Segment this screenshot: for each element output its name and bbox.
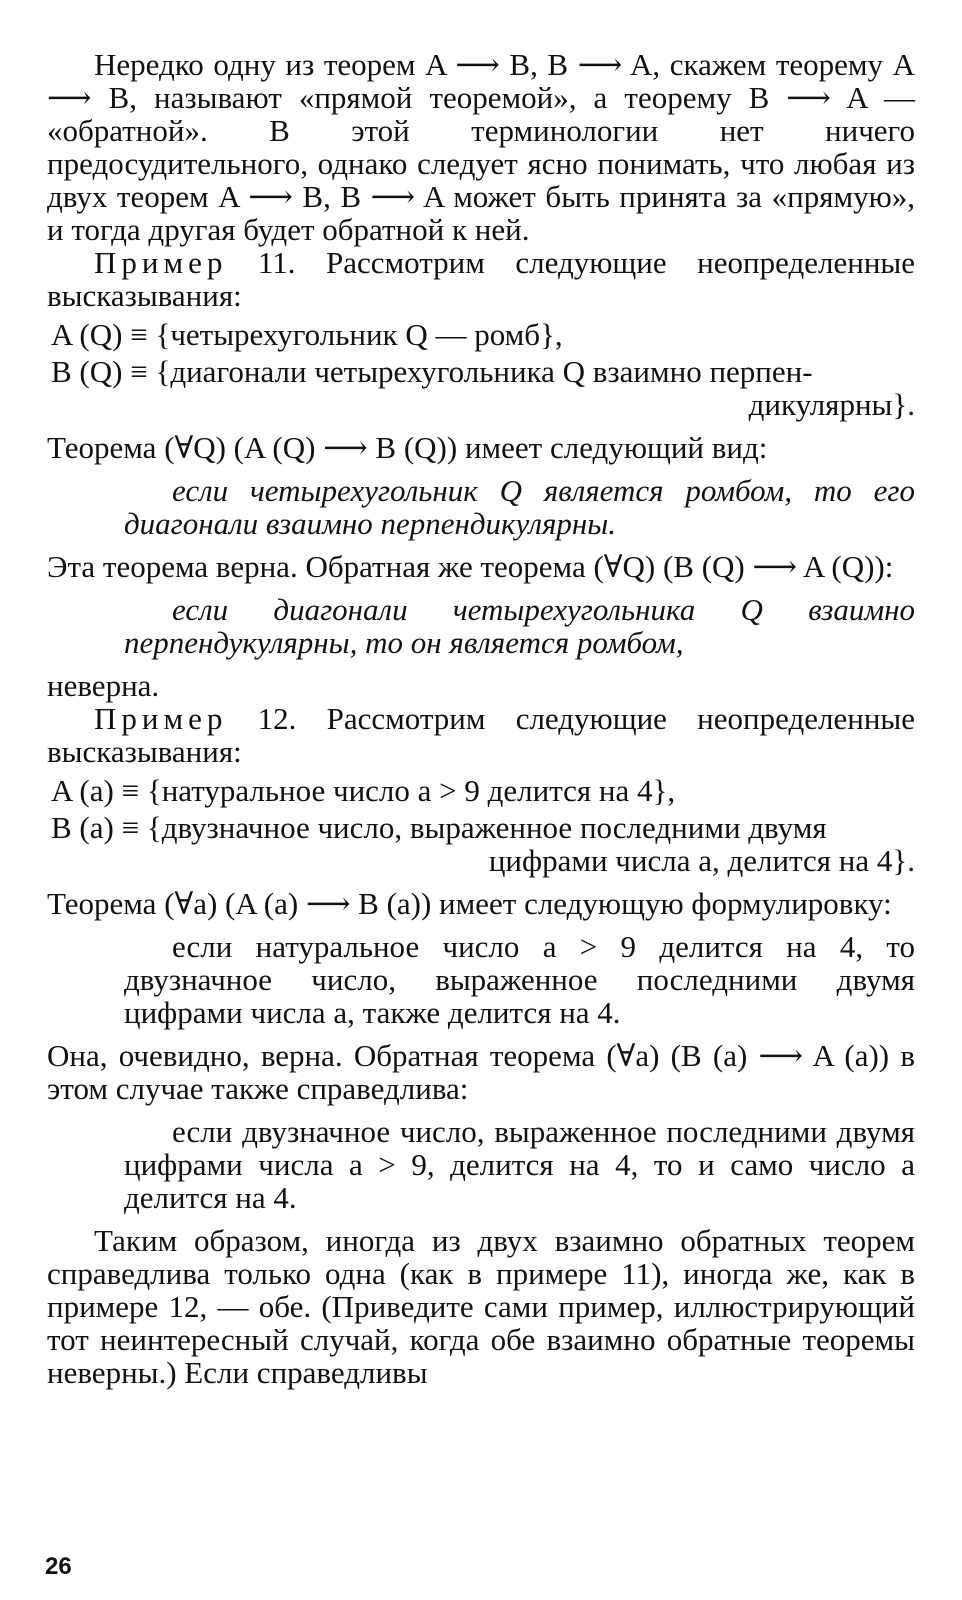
example-12-theorem-statement: если натуральное число a > 9 делится на 4, то двузначное число, выраженное последними двумя цифрами числа a, также делится на 4. [124,929,915,1030]
example-12-formula-a: A (a) ≡ {натуральное число a > 9 делится на 4}, [51,773,676,808]
example-11-converse-intro: Эта теорема верна. Обратная же теорема (∀Q) (B (Q) ⟶ A (Q)): [47,549,894,584]
example-11-theorem-statement: если четырехугольник Q является ромбом, то его диагонали взаимно перпендикулярны. [124,473,915,541]
example-12-heading [47,702,915,768]
example-12-text: 12. Рассмотрим следующие неопределенные высказывания: [47,701,915,769]
example-12-converse-statement: если двузначное число, выраженное последними двумя цифрами числа a > 9, делится на 4, то и само число a делится на 4. [124,1114,915,1215]
example-12-theorem-intro: Теорема (∀a) (A (a) ⟶ B (a)) имеет следующую формулировку: [47,886,892,921]
example-11-formula-a: A (Q) ≡ {четырехугольник Q — ромб}, [51,317,563,352]
example-12-formula-b: B (a) ≡ {двузначное число, выраженное последними двумя [51,810,827,845]
example-11-formula-b-continuation: дикулярны}. [748,387,915,422]
page-body [47,48,915,1389]
example-11-text: 11. Рассмотрим следующие неопределенные высказывания: [47,245,915,313]
example-11-formula-b: B (Q) ≡ {диагонали четырехугольника Q взаимно перпен- [51,354,813,389]
page-number: 26 [45,1553,72,1580]
example-11-converse-verdict: неверна. [47,668,160,703]
example-11-label: Пример [94,245,228,280]
example-12-label: Пример [94,701,228,736]
example-11-theorem-intro: Теорема (∀Q) (A (Q) ⟶ B (Q)) имеет следующий вид: [47,430,768,465]
example-12-formula-b-continuation: цифрами числа a, делится на 4}. [488,843,915,878]
example-11-converse-statement: если диагонали четырехугольника Q взаимно перпендукулярны, то он является ромбом, [124,592,915,660]
intro-paragraph: Нередко одну из теорем A ⟶ B, B ⟶ A, скажем теорему A ⟶ B, называют «прямой теоремой», а теорему B ⟶ A — «обратной». В этой терминологии нет ничего предосудительного, однако следует ясно понимать, что любая из двух теорем A ⟶ B, B ⟶ A может быть принята за «прямую», и тогда другая будет обратной к ней. [47,47,915,247]
conclusion-paragraph: Таким образом, иногда из двух взаимно обратных теорем справедлива только одна (как в примере 11), иногда же, как в примере 12, — обе. (Приведите сами пример, иллюстрирующий тот неинтересный случай, когда обе взаимно обратные теоремы неверны.) Если справедливы [47,1223,915,1390]
example-12-converse-intro: Она, очевидно, верна. Обратная теорема (∀a) (B (a) ⟶ A (a)) в этом случае также справедлива: [47,1038,915,1106]
example-11-heading [47,246,915,312]
